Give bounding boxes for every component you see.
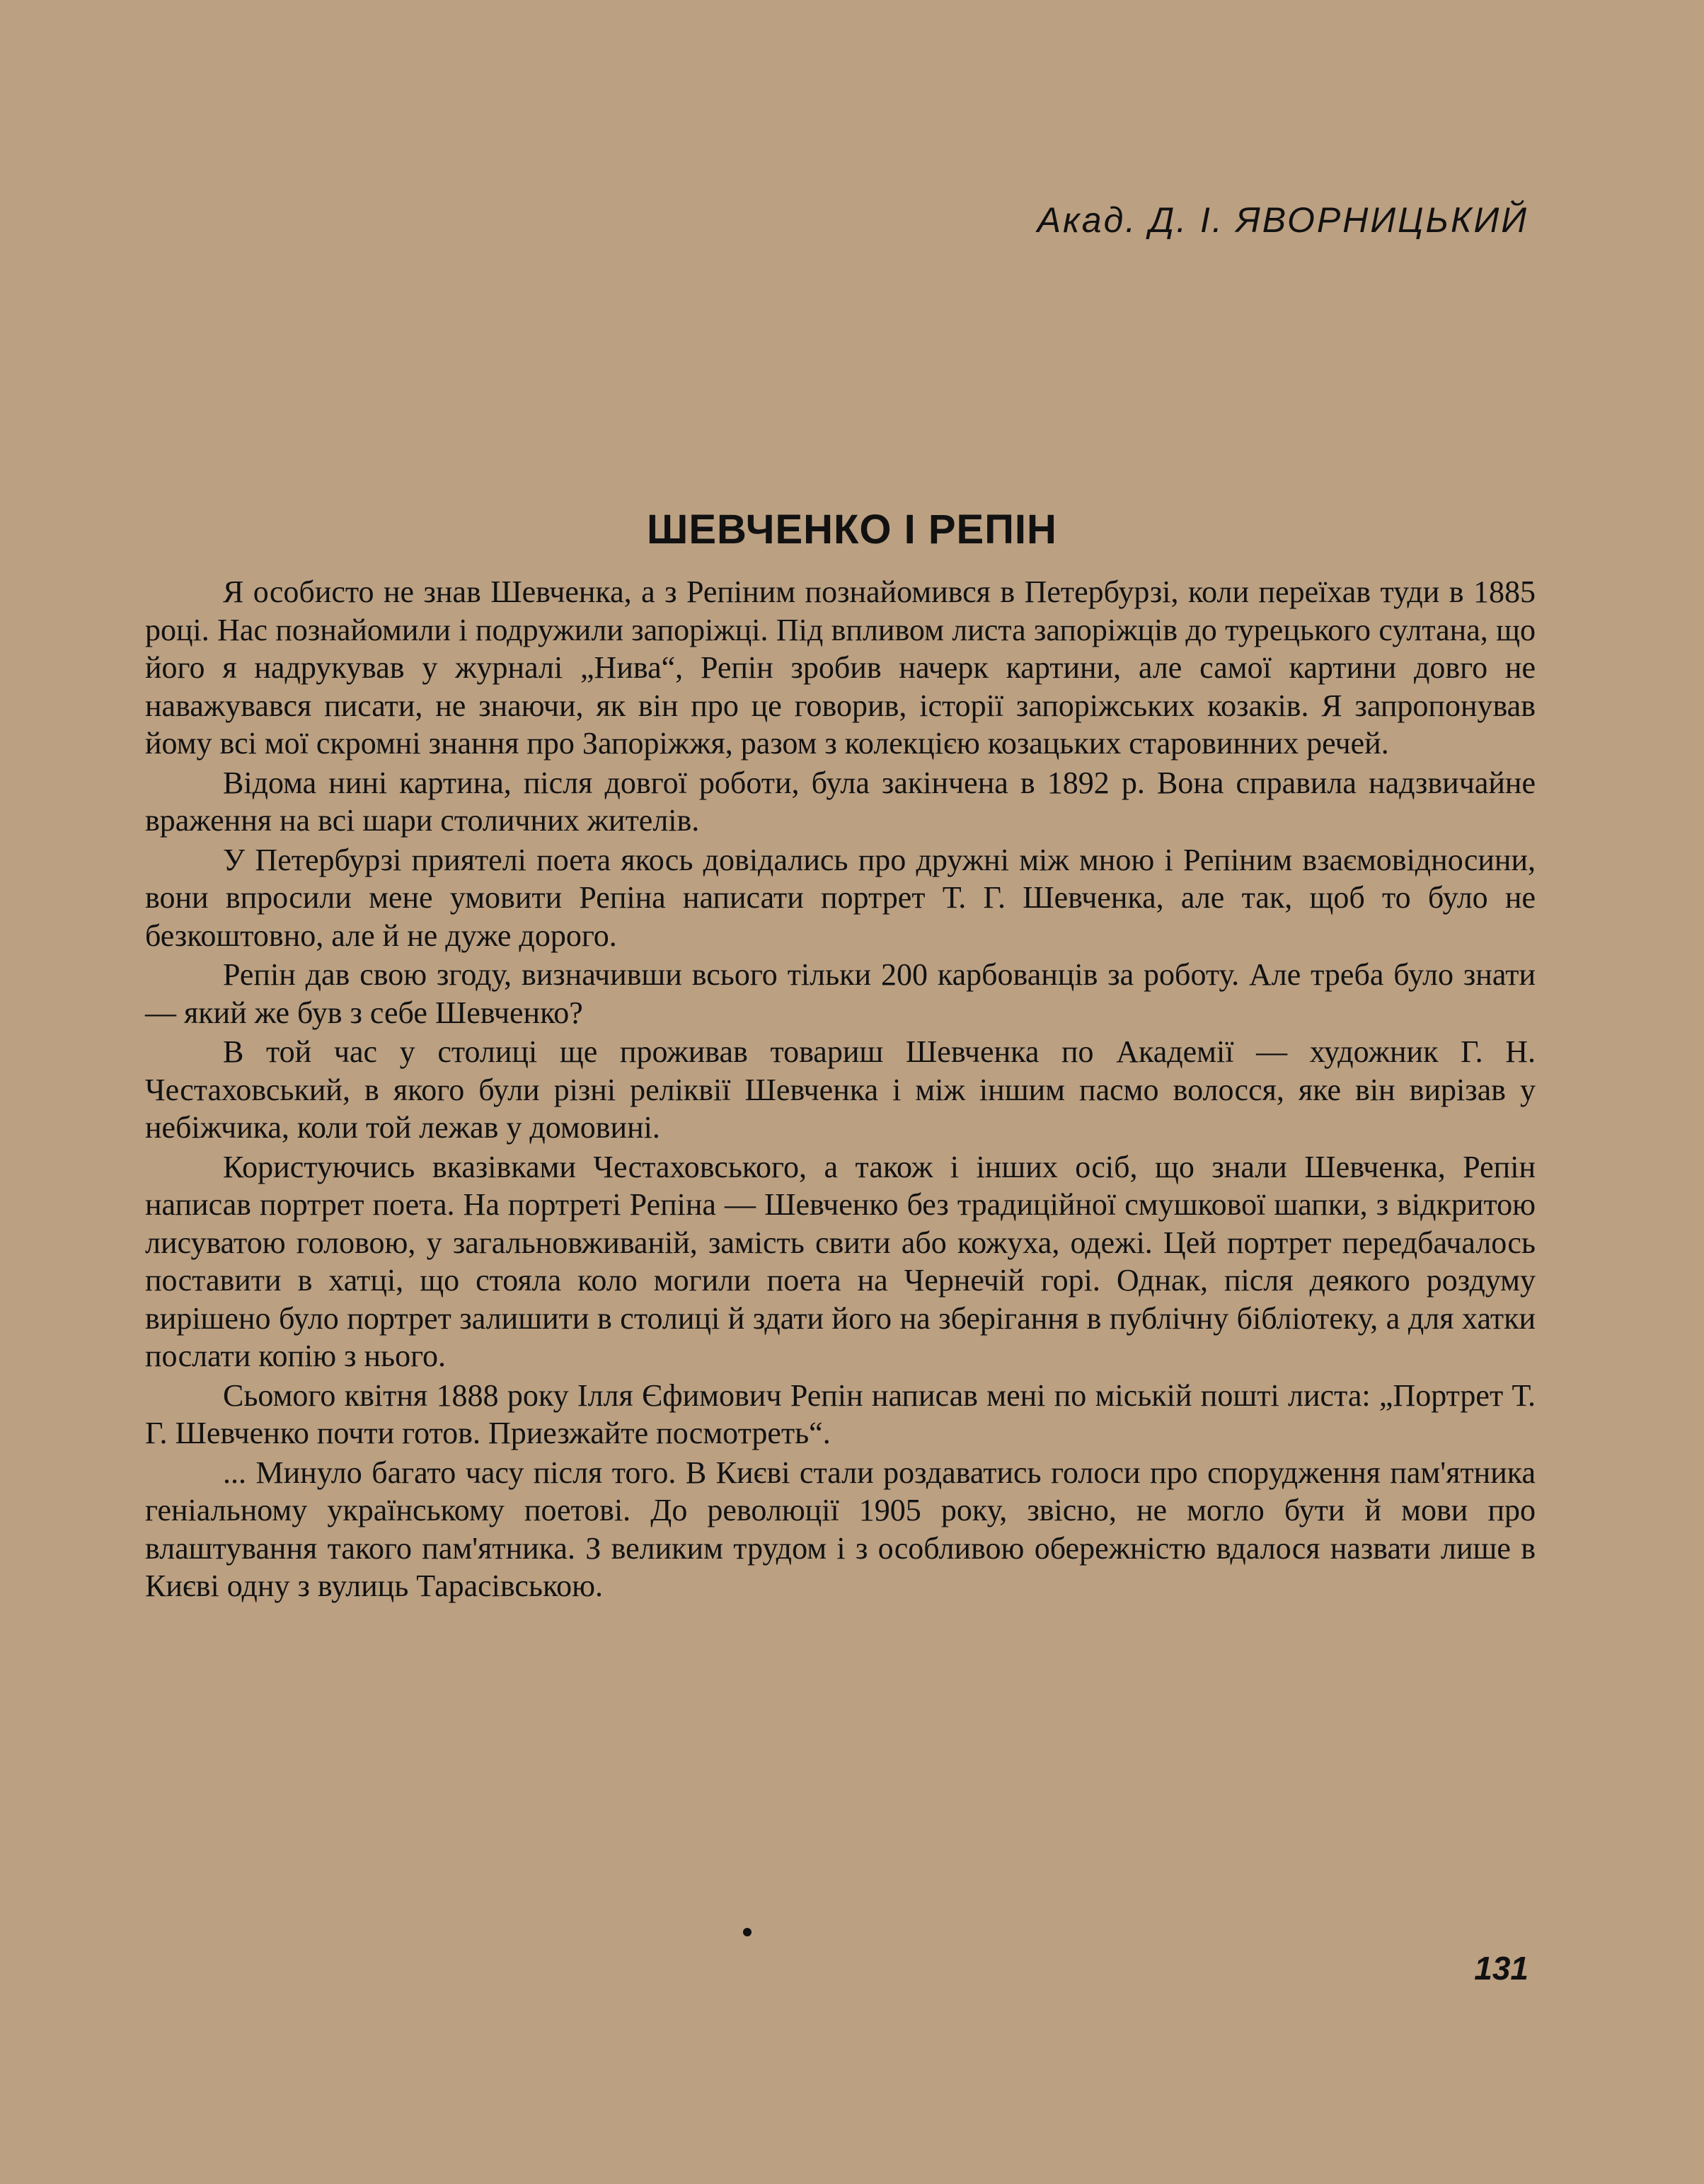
article-title: ШЕВЧЕНКО І РЕПІН [647,507,1057,553]
paragraph: Сьомого квітня 1888 року Ілля Єфимович Репін написав мені по міській пошті листа: „Портрет Т. Г. Шевченко почти готов. Приезжайте посмотреть“. [145,1377,1536,1450]
paragraph: Я особисто не знав Шевченка, а з Репіним познайомився в Петербурзі, коли переїхав туди в 1885 році. Нас познайомили і подружили запоріжці. Під впливом листа запоріжців до турецького султана, що його я надрукував у журналі „Нива“, Репін зробив начерк картини, але самої картини довго не наважувався писати, не знаючи, як він про це говорив, історії запоріжських козаків. Я запропонував йому всі мої скромні знання про Запоріжжя, разом з колекцією козацьких старовинних речей. [145,574,1536,761]
author-heading: Акад. Д. І. ЯВОРНИЦЬКИЙ [1037,200,1529,240]
paragraph: Репін дав свою згоду, визначивши всього тільки 200 карбованців за роботу. Але треба було знати — який же був з себе Шевченко? [145,957,1536,1030]
paragraph: У Петербурзі приятелі поета якось довідались про дружні між мною і Репіним взаємовідносини, вони впросили мене умовити Репіна написати портрет Т. Г. Шевченка, але так, щоб то було не безкоштовно, але й не дуже дорого. [145,842,1536,953]
print-dot [743,1928,752,1936]
paragraph: Відома нині картина, після довгої роботи, була закінчена в 1892 р. Вона справила надзвичайне враження на всі шари столичних жителів. [145,765,1536,838]
page-number: 131 [1474,1950,1529,1987]
paragraph: ... Минуло багато часу після того. В Києві стали роздаватись голоси про спорудження пам'ятника геніальному українському поетові. До революції 1905 року, звісно, не могло бути й мови про влаштування такого пам'ятника. З великим трудом і з особливою обережністю вдалося назвати лише в Києві одну з вулиць Тарасівською. [145,1455,1536,1603]
article-body [145,573,1536,1605]
paragraph: Користуючись вказівками Честаховського, а також і інших осіб, що знали Шевченка, Репін написав портрет поета. На портреті Репіна — Шевченко без традиційної смушкової шапки, з відкритою лисуватою головою, у загальновживаній, замість свити або кожуха, одежі. Цей портрет передбачалось поставити в хатці, що стояла коло могили поета на Чернечій горі. Однак, після деякого роздуму вирішено було портрет залишити в столиці й здати його на зберігання в публічну бібліотеку, а для хатки послати копію з нього. [145,1149,1536,1373]
paragraph: В той час у столиці ще проживав товариш Шевченка по Академії — художник Г. Н. Честаховський, в якого були різні реліквії Шевченка і між іншим пасмо волосся, яке він вирізав у небіжчика, коли той лежав у домовині. [145,1034,1536,1145]
